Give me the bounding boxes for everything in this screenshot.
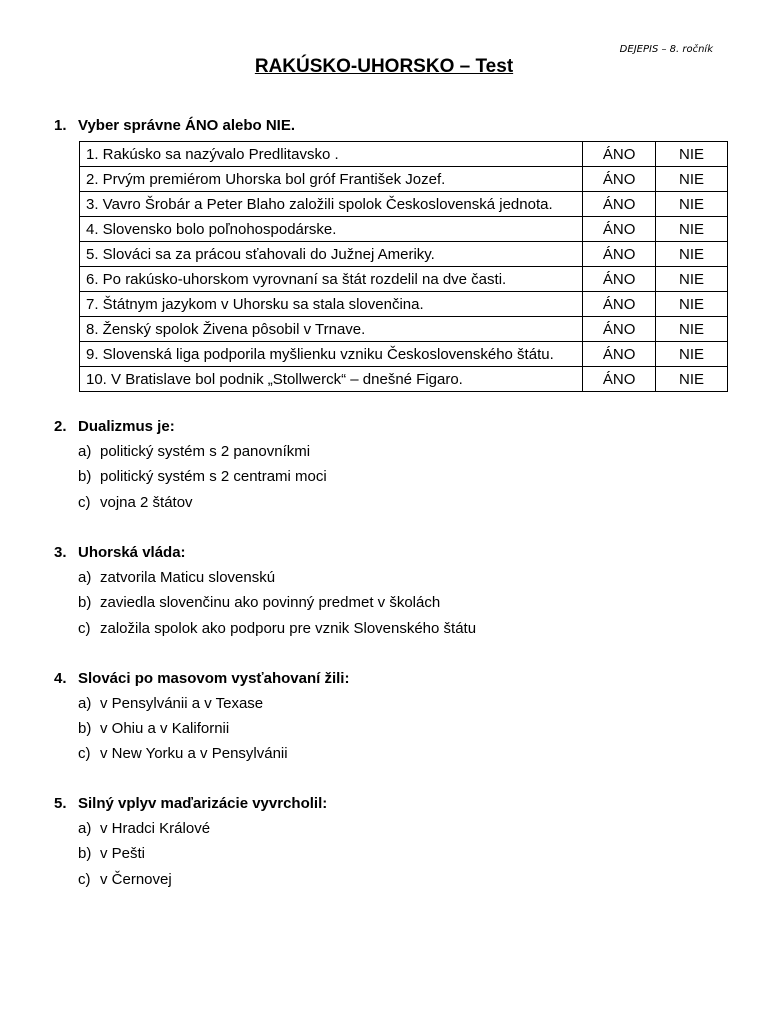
option-letter: a) bbox=[78, 569, 92, 586]
yes-option[interactable]: ÁNO bbox=[583, 292, 656, 317]
option-text: politický systém s 2 centrami moci bbox=[100, 468, 327, 485]
yes-option[interactable]: ÁNO bbox=[583, 192, 656, 217]
no-option[interactable]: NIE bbox=[656, 292, 728, 317]
option-letter: b) bbox=[78, 845, 92, 862]
table-row bbox=[80, 317, 728, 342]
question-3-option-a[interactable] bbox=[78, 569, 275, 586]
question-2-heading bbox=[54, 418, 175, 435]
option-letter: a) bbox=[78, 443, 92, 460]
option-text: založila spolok ako podporu pre vznik Slovenského štátu bbox=[100, 620, 477, 637]
statement-cell: 4. Slovensko bolo poľnohospodárske. bbox=[80, 217, 583, 242]
no-option[interactable]: NIE bbox=[656, 267, 728, 292]
option-letter: c) bbox=[78, 871, 91, 888]
question-2-option-a[interactable] bbox=[78, 443, 310, 460]
question-3-text: Uhorská vláda: bbox=[78, 544, 186, 561]
question-3-heading bbox=[54, 544, 186, 561]
question-1-text: Vyber správne ÁNO alebo NIE. bbox=[78, 117, 296, 134]
statement-cell: 5. Slováci sa za prácou sťahovali do Južnej Ameriky. bbox=[80, 242, 583, 267]
table-row bbox=[80, 367, 728, 392]
option-text: v Černovej bbox=[100, 871, 172, 888]
question-4-heading bbox=[54, 670, 349, 687]
table-row bbox=[80, 267, 728, 292]
question-5-option-c[interactable] bbox=[78, 871, 172, 888]
question-4-option-b[interactable] bbox=[78, 720, 229, 737]
table-row bbox=[80, 342, 728, 367]
yes-option[interactable]: ÁNO bbox=[583, 267, 656, 292]
option-letter: c) bbox=[78, 620, 91, 637]
page-title: RAKÚSKO-UHORSKO – Test bbox=[254, 56, 514, 77]
question-3-option-b[interactable] bbox=[78, 594, 440, 611]
table-row bbox=[80, 292, 728, 317]
table-row bbox=[80, 192, 728, 217]
statement-cell: 6. Po rakúsko-uhorskom vyrovnaní sa štát rozdelil na dve časti. bbox=[80, 267, 583, 292]
statement-cell: 7. Štátnym jazykom v Uhorsku sa stala slovenčina. bbox=[80, 292, 583, 317]
option-text: zatvorila Maticu slovenskú bbox=[100, 569, 276, 586]
no-option[interactable]: NIE bbox=[656, 217, 728, 242]
option-letter: c) bbox=[78, 494, 91, 511]
statement-cell: 2. Prvým premiérom Uhorska bol gróf František Jozef. bbox=[80, 167, 583, 192]
table-row bbox=[80, 167, 728, 192]
statement-cell: 10. V Bratislave bol podnik „Stollwerck“ – dnešné Figaro. bbox=[80, 367, 583, 392]
no-option[interactable]: NIE bbox=[656, 342, 728, 367]
question-5-heading bbox=[54, 795, 327, 812]
no-option[interactable]: NIE bbox=[656, 167, 728, 192]
option-text: politický systém s 2 panovníkmi bbox=[100, 443, 311, 460]
question-5-number: 5. bbox=[54, 795, 67, 812]
question-5-option-b[interactable] bbox=[78, 845, 145, 862]
question-4-option-c[interactable] bbox=[78, 745, 288, 762]
table-row bbox=[80, 242, 728, 267]
yes-option[interactable]: ÁNO bbox=[583, 167, 656, 192]
question-2-option-b[interactable] bbox=[78, 468, 327, 485]
question-2-option-c[interactable] bbox=[78, 494, 193, 511]
yes-option[interactable]: ÁNO bbox=[583, 142, 656, 167]
statement-cell: 9. Slovenská liga podporila myšlienku vzniku Československého štátu. bbox=[80, 342, 583, 367]
table-row bbox=[80, 217, 728, 242]
yes-option[interactable]: ÁNO bbox=[583, 342, 656, 367]
yes-option[interactable]: ÁNO bbox=[583, 217, 656, 242]
question-5-option-a[interactable] bbox=[78, 820, 210, 837]
no-option[interactable]: NIE bbox=[656, 242, 728, 267]
option-letter: a) bbox=[78, 695, 92, 712]
statement-cell: 1. Rakúsko sa nazývalo Predlitavsko . bbox=[80, 142, 583, 167]
yes-option[interactable]: ÁNO bbox=[583, 367, 656, 392]
table-row bbox=[80, 142, 728, 167]
no-option[interactable]: NIE bbox=[656, 317, 728, 342]
option-letter: b) bbox=[78, 594, 92, 611]
yes-option[interactable]: ÁNO bbox=[583, 317, 656, 342]
question-3-number: 3. bbox=[54, 544, 67, 561]
question-5-text: Silný vplyv maďarizácie vyvrcholil: bbox=[78, 795, 328, 812]
question-3-option-c[interactable] bbox=[78, 620, 476, 637]
question-1-number: 1. bbox=[54, 117, 67, 134]
option-letter: b) bbox=[78, 468, 92, 485]
option-letter: c) bbox=[78, 745, 91, 762]
option-text: vojna 2 štátov bbox=[100, 494, 193, 511]
option-text: v Pešti bbox=[100, 845, 146, 862]
question-1-heading bbox=[54, 117, 295, 134]
question-4-number: 4. bbox=[54, 670, 67, 687]
true-false-table bbox=[79, 141, 728, 392]
question-2-number: 2. bbox=[54, 418, 67, 435]
option-text: v Ohiu a v Kalifornii bbox=[100, 720, 230, 737]
no-option[interactable]: NIE bbox=[656, 192, 728, 217]
no-option[interactable]: NIE bbox=[656, 142, 728, 167]
header-subject: DEJEPIS – 8. ročník bbox=[619, 44, 713, 55]
option-text: v Pensylvánii a v Texase bbox=[100, 695, 264, 712]
statement-cell: 3. Vavro Šrobár a Peter Blaho založili spolok Československá jednota. bbox=[80, 192, 583, 217]
no-option[interactable]: NIE bbox=[656, 367, 728, 392]
question-2-text: Dualizmus je: bbox=[78, 418, 175, 435]
question-4-text: Slováci po masovom vysťahovaní žili: bbox=[78, 670, 350, 687]
statement-cell: 8. Ženský spolok Živena pôsobil v Trnave. bbox=[80, 317, 583, 342]
option-text: v New Yorku a v Pensylvánii bbox=[100, 745, 288, 762]
option-text: v Hradci Králové bbox=[100, 820, 211, 837]
option-text: zaviedla slovenčinu ako povinný predmet v školách bbox=[100, 594, 441, 611]
option-letter: b) bbox=[78, 720, 92, 737]
question-4-option-a[interactable] bbox=[78, 695, 263, 712]
yes-option[interactable]: ÁNO bbox=[583, 242, 656, 267]
option-letter: a) bbox=[78, 820, 92, 837]
